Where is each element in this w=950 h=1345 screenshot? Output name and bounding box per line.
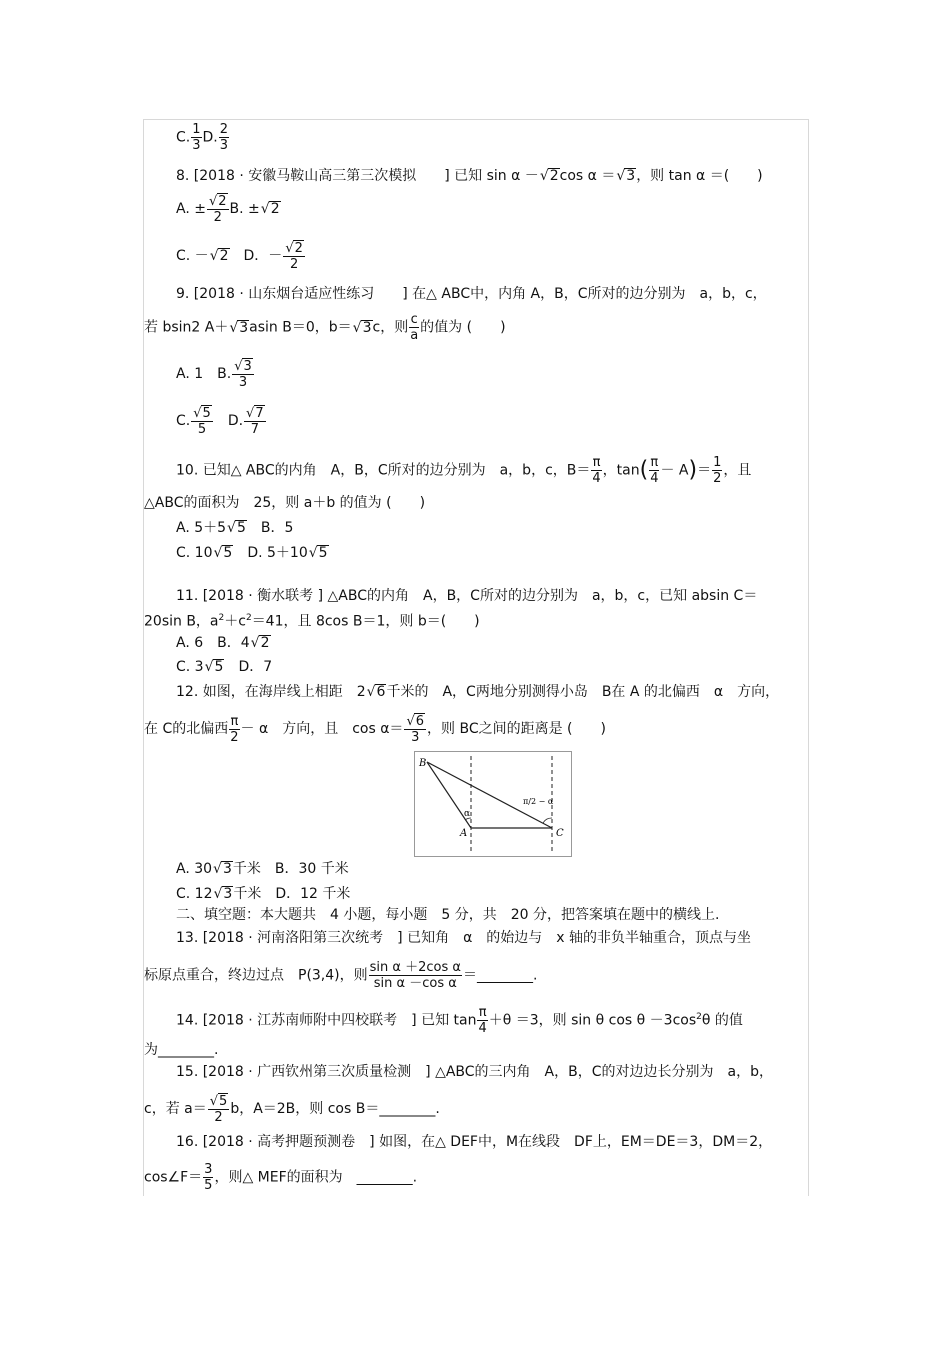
q8-stem: 8. [2018 · 安徽马鞍山高三第三次模拟 ] 已知 sin α －√ 2cos α ＝√ 3，则 tan α ＝( ) <box>176 167 763 185</box>
q16-stem: 16. [2018 · 高考押题预测卷 ] 如图，在△ DEF中，M在线段 DF上，EM＝DE＝3，DM＝2， <box>176 1134 773 1150</box>
label-angle: π/2 − α <box>523 797 554 806</box>
q15-line2: c，若 a＝ √ $\frac{5}{2}$ b，A＝2B，则 cos B＝________. <box>144 1093 440 1125</box>
q12-diagram <box>415 752 571 856</box>
section-2-heading: 二、填空题：本大题共 4 小题，每小题 5 分，共 20 分，把答案填在题中的横线上. <box>176 907 720 923</box>
q15-stem: 15. [2018 · 广西钦州第三次质量检测 ] △ABC的三内角 A，B，C的对边边长分别为 a，b， <box>176 1064 773 1080</box>
q9-c-over-a: $\frac{c}{a}$ <box>410 312 419 343</box>
q15-fraction: √ $\frac{5}{2}$ <box>208 1093 230 1125</box>
q8-d-fraction: √ $\frac{2}{2}$ <box>283 240 305 272</box>
q9-c-fraction: √ $\frac{5}{5}$ <box>191 405 213 437</box>
q12-options-ab: A. 30√ 3千米 B．30 千米 <box>176 860 349 878</box>
q8-options-cd: C. －√ 2 D．－ √ $\frac{2}{2}$ <box>176 240 306 272</box>
q12-stem: 12. 如图，在海岸线上相距 2√ 6千米的 A，C两地分别测得小岛 B在 A 的北偏西 α 方向， <box>176 683 779 701</box>
q14-line2: 为________. <box>144 1042 219 1058</box>
q16-line2: cos∠F＝ $\frac{3}{5}$ ，则△ MEF的面积为 ________. <box>144 1162 418 1193</box>
q9-d-fraction: √ $\frac{7}{7}$ <box>244 405 266 437</box>
q9-options-cd: C. √ $\frac{5}{5}$ D. √ $\frac{7}{7}$ <box>176 405 267 437</box>
q12-line2: 在 C的北偏西 $\frac{\pi}{2}$ － α 方向，且 cos α＝ √ $\frac{6}{3}$ ，则 BC之间的距离是 ( ) <box>144 713 606 745</box>
q7-options: C. $\frac{1}{3}$ D. $\frac{2}{3}$ <box>176 122 229 153</box>
q8-options-ab: A. ± √ $\frac{2}{2}$ B. ±√ 2 <box>176 193 281 225</box>
q12-options-cd: C. 12√ 3千米 D．12 千米 <box>176 885 350 903</box>
q11-line2: 20sin B，$a^2+c^2=41$，且 8cos B＝1，则 b＝( ) <box>144 613 480 630</box>
q13-fraction: $\frac{\text{sin α ＋2cos α}}{\text{sin α －cos α}}$ <box>369 960 461 991</box>
q14-pi-over-4: $\frac{\pi}{4}$ <box>478 1005 487 1036</box>
q10-stem: 10. 已知△ ABC的内角 A，B，C所对的边分别为 a，b，c，B＝ $\frac{\pi}{4}$ ，tan( $\frac{\pi}{4}$ － A)＝ $\frac{1}{2}$ ，且 <box>176 455 752 486</box>
q11-options-ab: A. 6 B．4√ 2 <box>176 634 271 652</box>
q13-line2: 标原点重合，终边过点 P(3,4)，则 $\frac{\text{sin α ＋2cos α}}{\text{sin α －cos α}}$ ＝________. <box>144 960 538 991</box>
q11-stem: 11. [2018 · 衡水联考 ] △ABC的内角 A，B，C所对的边分别为 a，b，c，已知 absin C＝ <box>176 588 758 604</box>
q9-options-ab: A. 1 B. √ $\frac{3}{3}$ <box>176 358 255 390</box>
label-a: A <box>460 828 468 839</box>
label-c: C <box>556 828 564 839</box>
q9-stem: 9. [2018 · 山东烟台适应性练习 ] 在△ ABC中，内角 A，B，C所对的边分别为 a，b，c， <box>176 286 767 302</box>
q10-line2: △ABC的面积为 25，则 a＋b 的值为 ( ) <box>144 495 426 511</box>
q7-d-fraction: $\frac{2}{3}$ <box>219 122 229 153</box>
q9-b-fraction: √ $\frac{3}{3}$ <box>232 358 254 390</box>
label-alpha: α <box>464 809 471 819</box>
q10-options-cd: C. 10√ 5 D. 5＋10√ 5 <box>176 544 329 562</box>
q10-pi-over-4: $\frac{\pi}{4}$ <box>592 455 601 486</box>
q10-options-ab: A. 5＋5√ 5 B．5 <box>176 519 293 537</box>
q13-stem: 13. [2018 · 河南洛阳第三次统考 ] 已知角 α 的始边与 x 轴的非负半轴重合，顶点与坐 <box>176 930 752 946</box>
q16-fraction: $\frac{3}{5}$ <box>204 1162 213 1193</box>
q7-c-fraction: $\frac{1}{3}$ <box>192 122 201 153</box>
q9-stem-line2: 若 bsin2 A＋√ 3asin B＝0，b＝√ 3c，则 $\frac{c}{a}$ 的值为 ( ) <box>144 312 506 343</box>
label-b: B <box>419 758 427 769</box>
q14-stem: 14. [2018 · 江苏南师附中四校联考 ] 已知 tan $\frac{\pi}{4}$ ＋θ ＝3，则 sin θ $\cos \theta -3\cos^2\theta$ 的值 <box>176 1005 743 1036</box>
q12-cos-fraction: √ $\frac{6}{3}$ <box>404 713 426 745</box>
q10-pi-over-4-b: $\frac{\pi}{4}$ <box>650 455 659 486</box>
q8-a-fraction: √ $\frac{2}{2}$ <box>207 193 229 225</box>
q12-pi-over-2: $\frac{\pi}{2}$ <box>230 713 239 745</box>
q10-half: $\frac{1}{2}$ <box>713 455 722 486</box>
q12-figure <box>414 751 572 857</box>
q11-options-cd: C. 3√ 5 D．7 <box>176 658 272 676</box>
